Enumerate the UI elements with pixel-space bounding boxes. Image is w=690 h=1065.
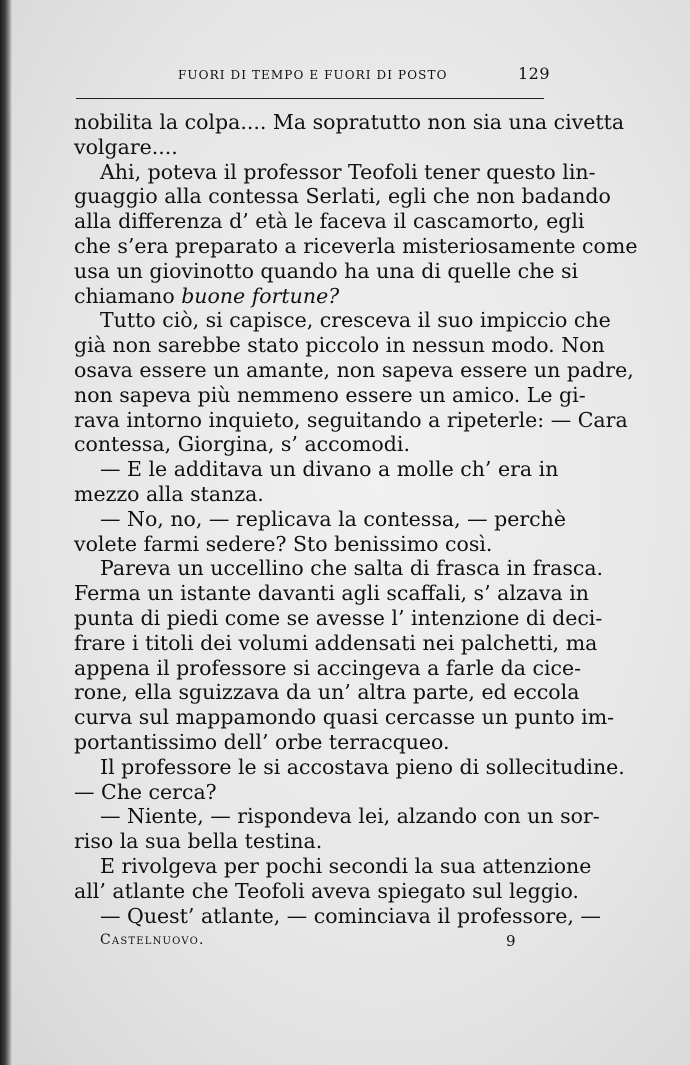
- printer-signature: Castelnuovo.: [100, 932, 205, 948]
- text-line: guaggio alla contessa Serlati, egli che non badando: [74, 184, 611, 209]
- text-line: curva sul mappamondo quasi cercasse un punto im-: [74, 705, 615, 730]
- text-line: Ahi, poteva il professor Teofoli tener questo lin-: [100, 159, 596, 184]
- page-header: [178, 64, 550, 84]
- text-line: già non sarebbe stato piccolo in nessun modo. Non: [74, 333, 605, 358]
- text-line: osava essere un amante, non sapeva essere un padre,: [74, 357, 634, 382]
- header-rule: [76, 98, 544, 99]
- text-line: portantissimo dell’ orbe terracqueo.: [74, 729, 450, 754]
- text-line: Tutto ciò, si capisce, cresceva il suo impiccio che: [100, 308, 611, 333]
- text-line: [74, 284, 546, 309]
- text-line: volgare....: [74, 134, 178, 159]
- text-line: non sapeva più nemmeno essere un amico. Le gi-: [74, 382, 586, 407]
- text-line: — E le additava un divano a molle ch’ era in: [100, 457, 559, 482]
- text-line: alla differenza d’ età le faceva il cascamorto, egli: [74, 209, 585, 234]
- text-line: — Che cerca?: [74, 779, 217, 804]
- text-line: contessa, Giorgina, s’ accomodi.: [74, 432, 410, 457]
- text-line: nobilita la colpa.... Ma sopratutto non sia una civetta: [74, 110, 625, 134]
- text-line: che s’era preparato a riceverla misteriosamente come: [74, 233, 638, 258]
- text-line: Pareva un uccellino che salta di frasca in frasca.: [100, 556, 604, 581]
- text-line: Ferma un istante davanti agli scaffali, s’ alzava in: [74, 581, 589, 606]
- text-line: rone, ella sguizzava da un’ altra parte, ed eccola: [74, 680, 580, 705]
- text-line: usa un giovinotto quando ha una di quelle che si: [74, 258, 579, 283]
- book-spine-shadow: [0, 0, 12, 1065]
- text-line: — Quest’ atlante, — cominciava il professore, —: [100, 903, 601, 928]
- body-text: [74, 110, 638, 928]
- page-number: 129: [517, 64, 550, 83]
- text-line-prefix: chiamano: [74, 283, 182, 308]
- text-line: all’ atlante che Teofoli aveva spiegato sul leggio.: [74, 878, 579, 903]
- text-line: E rivolgeva per pochi secondi la sua attenzione: [100, 853, 592, 878]
- text-line: riso la sua bella testina.: [74, 829, 323, 854]
- text-line: volete farmi sedere? Sto benissimo così.: [74, 531, 493, 556]
- italic-phrase: buone fortune?: [181, 283, 340, 308]
- text-line: frare i titoli dei volumi addensati nei palchetti, ma: [74, 630, 598, 655]
- text-line: punta di piedi come se avesse l’ intenzione di deci-: [74, 605, 603, 630]
- text-line: — Niente, — rispondeva lei, alzando con un sor-: [100, 804, 600, 829]
- text-line: — No, no, — replicava la contessa, — perchè: [100, 506, 566, 531]
- text-line: mezzo alla stanza.: [74, 481, 264, 506]
- signature-mark: 9: [506, 932, 516, 950]
- text-line: appena il professore si accingeva a farle da cice-: [74, 655, 582, 680]
- text-line: Il professore le si accostava pieno di sollecitudine.: [100, 754, 625, 779]
- text-line: rava intorno inquieto, seguitando a ripeterle: — Cara: [74, 407, 628, 432]
- running-title: FUORI DI TEMPO E FUORI DI POSTO: [178, 68, 448, 82]
